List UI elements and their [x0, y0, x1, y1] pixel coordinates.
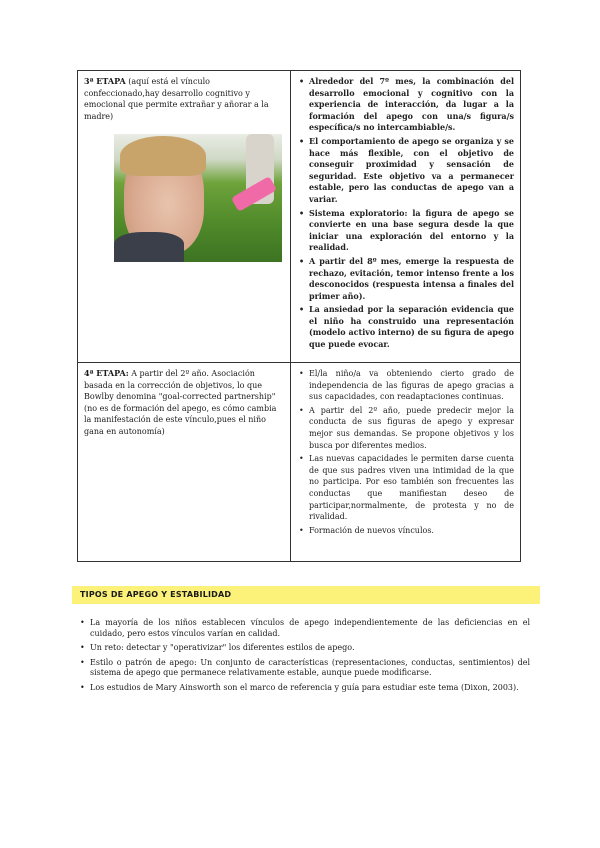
- list-item: • Un reto: detectar y "operativizar" los diferentes estilos de apego.: [80, 643, 530, 654]
- table-row: [78, 71, 521, 363]
- stages-table: [77, 70, 521, 562]
- stage3-bullets-cell: [291, 71, 521, 363]
- list-item: • Alrededor del 7º mes, la combinación del desarrollo emocional y cognitivo con la experiencia de interacción, da lugar a la formación del apego con una/s figura/s específica/s no intercambiable/s.: [297, 76, 514, 134]
- stage3-title: 3ª ETAPA: [84, 76, 126, 86]
- list-item: • A partir del 2º año, puede predecir mejor la conducta de sus figuras de apego y expresar mejor sus demandas. Se propone objetivos y los busca por diferentes medios.: [297, 405, 514, 451]
- list-item: • Los estudios de Mary Ainsworth son el marco de referencia y guía para estudiar este tema (Dixon, 2003).: [80, 683, 530, 694]
- child-photo: [114, 134, 282, 262]
- stage4-bullet-list: [297, 368, 514, 536]
- attachment-types-list: [80, 618, 530, 698]
- photo-child-hair: [120, 136, 206, 176]
- section-heading-banner: [72, 586, 540, 604]
- stage4-description-cell: [78, 363, 291, 562]
- list-item: • Estilo o patrón de apego: Un conjunto de características (representaciones, conductas, sentimientos) del sistema de apego que permanece relativamente estable, aunque puede modificarse.: [80, 658, 530, 679]
- list-item: • Sistema exploratorio: la figura de apego se convierte en una base segura desde la que iniciar una exploración del entorno y la realidad.: [297, 208, 514, 254]
- stage3-bullet-list: [297, 76, 514, 351]
- stage4-subtitle: A partir del 2º año. Asociación basada en la corrección de objetivos, lo que Bowlby denomina "goal-corrected partnership" (no es de formación del apego, es cómo cambia la manifestación de este vínculo,pues el niño gana en autonomía): [84, 369, 277, 436]
- section-title: TIPOS DE APEGO Y ESTABILIDAD: [80, 590, 232, 599]
- stage4-heading: [84, 368, 284, 438]
- table-row: [78, 363, 521, 562]
- list-item: • Formación de nuevos vínculos.: [297, 525, 514, 537]
- list-item: • El/la niño/a va obteniendo cierto grado de independencia de las figuras de apego gracias a sus capacidades, con readaptaciones continuas.: [297, 368, 514, 403]
- stage3-heading: [84, 76, 284, 122]
- list-item: • A partir del 8º mes, emerge la respuesta de rechazo, evitación, temor intenso frente a los desconocidos (respuesta intensa a finales del primer año).: [297, 256, 514, 302]
- stage4-title: 4ª ETAPA:: [84, 368, 129, 378]
- stage4-bullets-cell: [291, 363, 521, 562]
- stage3-subtitle: (aquí está el vínculo confeccionado,hay desarrollo cognitivo y emocional que permite extrañar y añorar a la madre): [84, 77, 269, 121]
- list-item: • La mayoría de los niños establecen vínculos de apego independientemente de las deficiencias en el cuidado, pero estos vínculos varían en calidad.: [80, 618, 530, 639]
- photo-child-shirt: [114, 232, 184, 262]
- list-item: • El comportamiento de apego se organiza y se hace más flexible, con el objetivo de conseguir proximidad y sensación de seguridad. Este objetivo va a permanecer estable, pero las conductas de apego van a variar.: [297, 136, 514, 206]
- list-item: • Las nuevas capacidades le permiten darse cuenta de que sus padres viven una intimidad de la que no participa. Por eso también son frecuentes las conductas que manifiestan deseo de participar,normalmente, de protesta y no de rivalidad.: [297, 453, 514, 523]
- stage3-description-cell: [78, 71, 291, 363]
- list-item: • La ansiedad por la separación evidencia que el niño ha construido una representación (modelo activo interno) de su figura de apego que puede evocar.: [297, 304, 514, 350]
